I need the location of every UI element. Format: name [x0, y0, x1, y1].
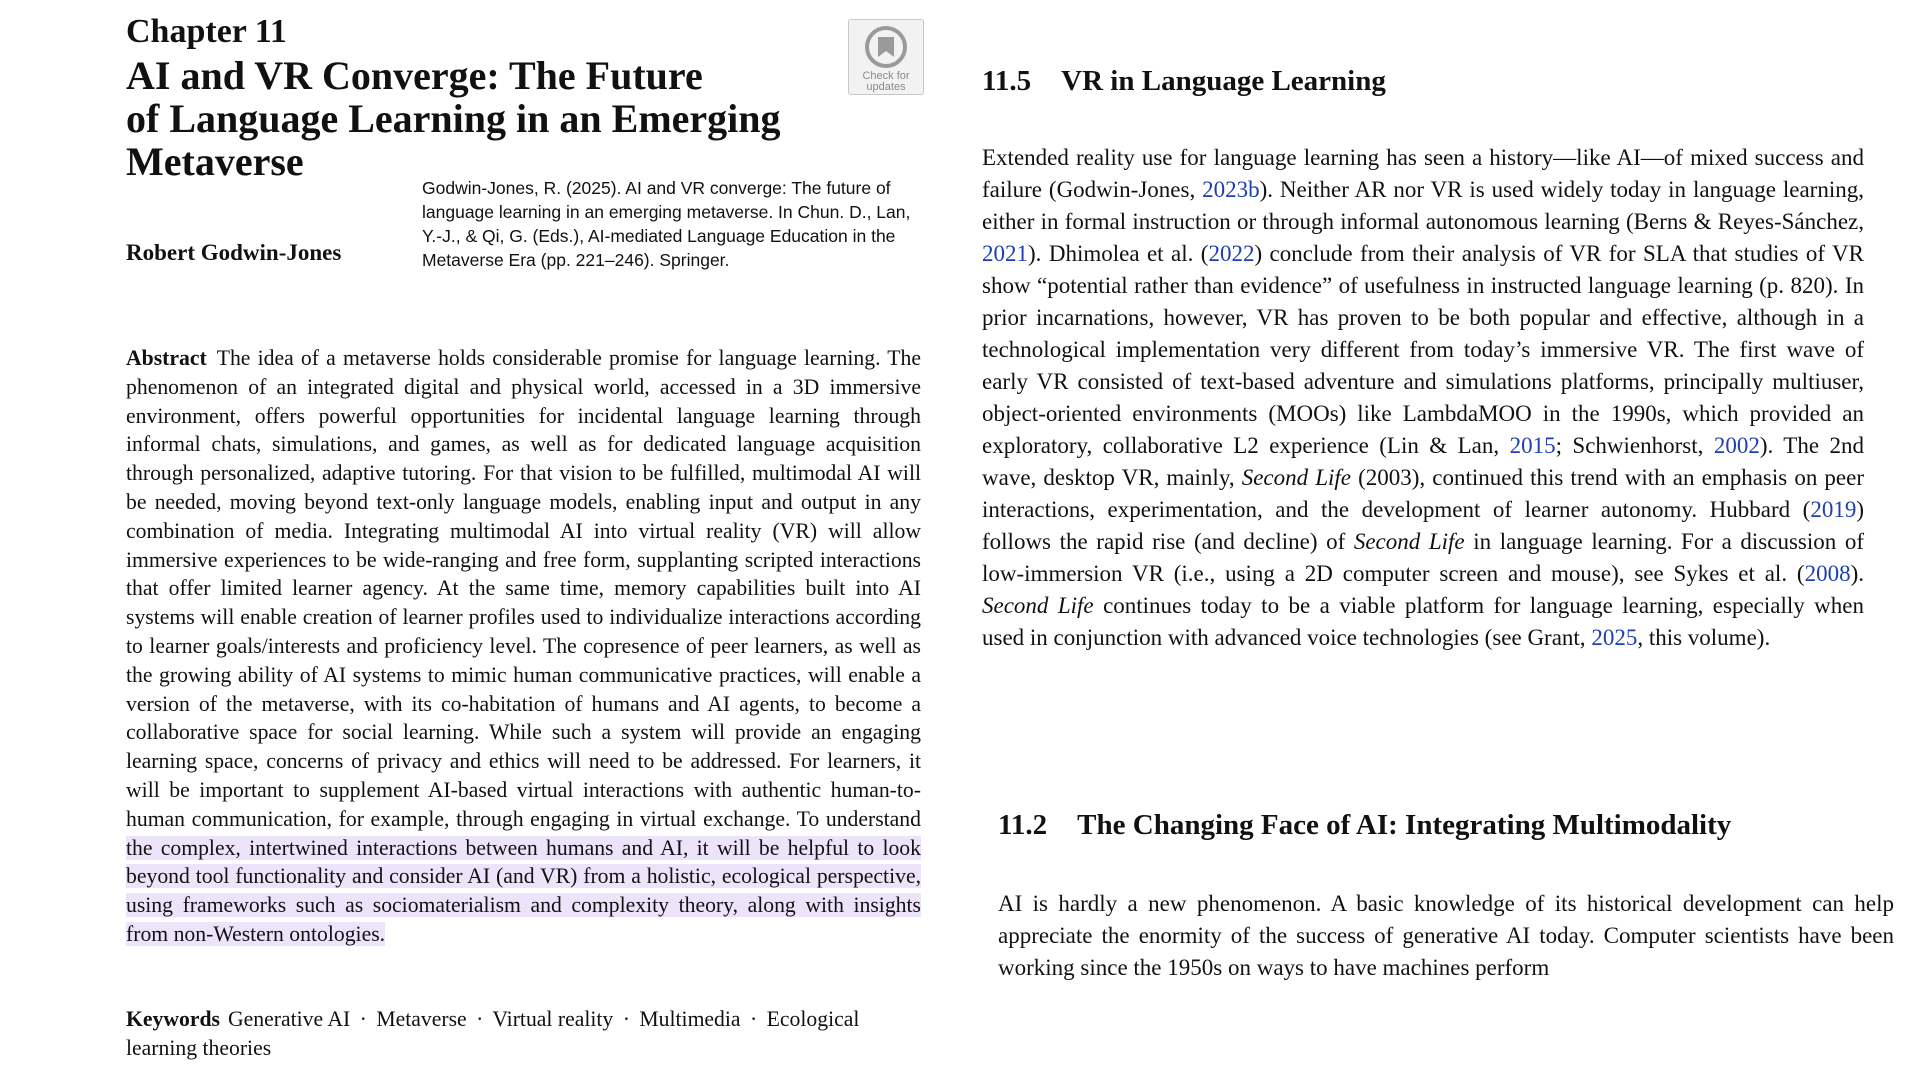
chapter-title-line-1: AI and VR Converge: The Future [126, 53, 703, 98]
paragraph-text: ; Schwienhorst, [1555, 433, 1714, 458]
citation-link[interactable]: 2015 [1509, 433, 1556, 458]
paragraph-text: , this volume). [1637, 625, 1771, 650]
paragraph-text: ). Neither AR nor VR is used widely today in language learning, either in formal instruction or through informal autonomous learning (Berns & Reyes-Sánchez, [982, 177, 1864, 234]
citation-link[interactable]: 2022 [1208, 241, 1255, 266]
citation-note: Godwin-Jones, R. (2025). AI and VR converge: The future of language learning in an emerging metaverse. In Chun. D., Lan, Y.-J., & Qi, G. (Eds.), AI-mediated Language Education in the Metaverse Era (pp. 221–246). Springer. [422, 178, 911, 270]
citation-link[interactable]: 2021 [982, 241, 1028, 266]
citation-link[interactable]: 2008 [1804, 561, 1851, 586]
badge-text-line-1: Check for [862, 70, 910, 82]
keyword: Virtual reality [492, 1007, 614, 1031]
paragraph-text: ). The 2nd wave, desktop VR, mainly, [982, 433, 1864, 490]
paragraph-text: ). [1850, 561, 1864, 586]
italic-title: Second Life [1353, 529, 1465, 554]
paragraph-text: continues today to be a viable platform for language learning, especially when used in conjunction with advanced voice technologies (see Grant, [982, 593, 1864, 650]
check-for-updates-badge[interactable] [848, 19, 924, 95]
author-name: Robert Godwin-Jones [126, 240, 342, 265]
paragraph-text: ) follows the rapid rise (and decline) of [982, 497, 1864, 554]
abstract-text: The idea of a metaverse holds considerable promise for language learning. The phenomenon of an integrated digital and physical world, accessed in a 3D immersive environment, offers powerful opportunities for incidental language learning through informal chats, simulations, and games, as well as for dedicated language acquisition through personalized, adaptive tutoring. For that vision to be fulfilled, multimodal AI will be needed, moving beyond text-only language models, enabling input and output in any combination of media. Integrating multimodal AI into virtual reality (VR) will allow immersive experiences to be wide-ranging and free form, supplanting scripted interactions that offer limited learner agency. At the same time, memory capabilities built into AI systems will enable creation of learner profiles used to individualize interactions according to learner goals/interests and proficiency level. The copresence of peer learners, as well as the growing ability of AI systems to mimic human communicative practices, will enable a version of the metaverse, with its co-habitation of humans and AI agents, to become a collaborative space for social learning. While such a system will provide an engaging learning space, concerns of privacy and ethics will need to be addressed. For learners, it will be important to supplement AI-based virtual interactions with authentic human-to-human communication, for example, through engaging in virtual exchange. To understand [126, 346, 921, 831]
keywords-heading: Keywords [126, 1007, 220, 1031]
keyword: Generative AI [227, 1007, 351, 1031]
paragraph-text: in language learning. For a discussion of low-immersion VR (i.e., using a 2D computer screen and mouse), see Sykes et al. ( [982, 529, 1864, 586]
paragraph-text: ). Dhimolea et al. ( [1028, 241, 1209, 266]
chapter-label: Chapter 11 [126, 13, 287, 50]
keyword-separator: · [622, 1007, 630, 1031]
keyword: Metaverse [376, 1007, 467, 1031]
italic-title: Second Life [1241, 465, 1351, 490]
section-ai-paragraph: AI is hardly a new phenomenon. A basic knowledge of its historical development can help appreciate the enormity of the success of generative AI today. Computer scientists have been working since the 1950s on ways to have machines perform [998, 891, 1894, 980]
keywords-list [126, 1007, 859, 1060]
check-for-updates-icon [864, 25, 908, 69]
abstract [126, 344, 921, 949]
section-number: 11.2 [998, 809, 1048, 841]
keyword-separator: · [476, 1007, 484, 1031]
badge-text-line-2: updates [866, 81, 906, 93]
chapter-title-line-2: of Language Learning in an Emerging [126, 96, 781, 141]
citation-link[interactable]: 2019 [1810, 497, 1857, 522]
chapter-title-line-3: Metaverse [126, 139, 304, 184]
section-vr-paragraph [982, 142, 1864, 654]
italic-title: Second Life [982, 593, 1094, 618]
paragraph-text: (2003), continued this trend with an emphasis on peer interactions, experimentation, and the development of learner autonomy. Hubbard ( [982, 465, 1865, 522]
keywords [126, 1005, 921, 1063]
section-title: VR in Language Learning [1061, 65, 1386, 97]
keyword: Multimedia [639, 1007, 741, 1031]
section-heading-ai [998, 808, 1731, 842]
abstract-heading: Abstract [126, 346, 207, 370]
section-heading-vr [982, 64, 1386, 98]
keyword-separator: · [749, 1007, 758, 1031]
chapter-title [126, 54, 846, 183]
paragraph-text: ) conclude from their analysis of VR for SLA that studies of VR show “potential rather than evidence” of usefulness in instructed language learning (p. 820). In prior incarnations, however, VR has proven to be both popular and effective, although in a technological implementation very different from today’s immersive VR. The first wave of early VR consisted of text-based adventure and simulations platforms, principally multiuser, object-oriented environments (MOOs) like LambdaMOO in the 1990s, which provided an exploratory, collaborative L2 experience (Lin & Lan, [982, 241, 1864, 458]
section-number: 11.5 [982, 65, 1032, 97]
section-title: The Changing Face of AI: Integrating Multimodality [1077, 809, 1732, 841]
keyword-separator: · [359, 1007, 367, 1031]
citation-link[interactable]: 2002 [1713, 433, 1760, 458]
keyword: Ecological learning theories [126, 1007, 860, 1060]
citation-link[interactable]: 2025 [1591, 625, 1638, 650]
paragraph-text: Extended reality use for language learning has seen a history—like AI—of mixed success and failure (Godwin-Jones, [982, 145, 1864, 202]
citation-link[interactable]: 2023b [1202, 177, 1260, 202]
abstract-highlighted-text[interactable]: the complex, intertwined interactions between humans and AI, it will be helpful to look beyond tool functionality and consider AI (and VR) from a holistic, ecological perspective, using frameworks such as sociomaterialism and complexity theory, along with insights from non-Western ontologies. [126, 835, 921, 946]
